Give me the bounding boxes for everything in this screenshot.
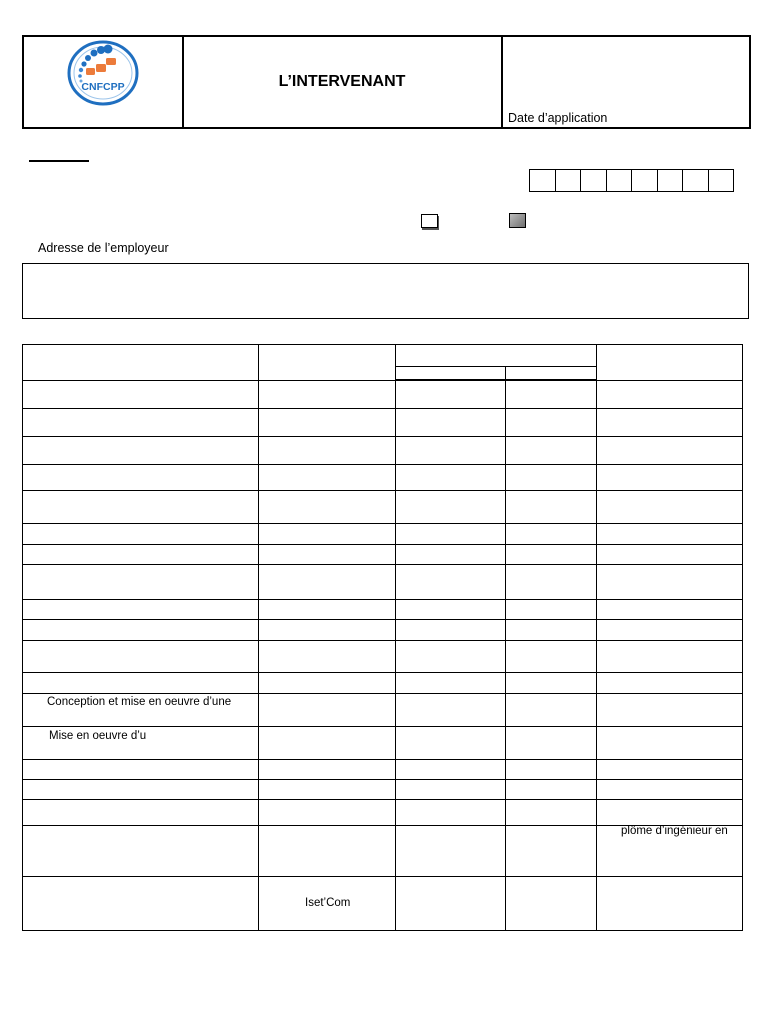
checkbox-checked[interactable]: [509, 213, 526, 228]
row-divider: [23, 380, 742, 381]
subheader-divider: [395, 366, 596, 367]
row-divider: [23, 408, 742, 409]
id-digit-box[interactable]: [581, 170, 607, 191]
id-number-boxes[interactable]: [529, 169, 734, 192]
table-cell-text: plôme d’ingénieur en: [621, 825, 728, 837]
column-divider: [395, 345, 396, 930]
checkbox-unchecked[interactable]: [421, 214, 438, 228]
row-divider: [23, 464, 742, 465]
id-digit-box[interactable]: [658, 170, 684, 191]
column-divider: [596, 345, 597, 930]
row-divider: [23, 726, 742, 727]
date-application-label: Date d’application: [508, 111, 608, 125]
column-divider: [505, 367, 506, 930]
employer-address-label: Adresse de l’employeur: [38, 241, 169, 255]
table-cell-text: Conception et mise en oeuvre d’une: [47, 696, 232, 708]
row-divider: [23, 544, 742, 545]
table-cell-text: Mise en oeuvre d’u: [49, 730, 147, 742]
row-divider: [23, 693, 742, 694]
page-title: L’INTERVENANT: [278, 73, 406, 90]
logo-text: CNFCPP: [81, 81, 125, 93]
row-divider: [23, 564, 742, 565]
id-digit-box[interactable]: [556, 170, 582, 191]
employer-address-field[interactable]: [22, 263, 749, 319]
row-divider: [23, 779, 742, 780]
id-digit-box[interactable]: [709, 170, 734, 191]
row-divider: [23, 672, 742, 673]
header-divider: [501, 37, 503, 127]
row-divider: [23, 799, 742, 800]
row-divider: [23, 490, 742, 491]
row-divider: [23, 436, 742, 437]
row-divider: [23, 619, 742, 620]
row-divider: [23, 640, 742, 641]
id-digit-box[interactable]: [607, 170, 633, 191]
row-divider: [23, 523, 742, 524]
id-digit-box[interactable]: [632, 170, 658, 191]
column-divider: [258, 345, 259, 930]
row-divider: [23, 759, 742, 760]
cnfcpp-logo: [66, 40, 140, 108]
id-digit-box[interactable]: [530, 170, 556, 191]
underline-rule: [29, 160, 89, 162]
id-digit-box[interactable]: [683, 170, 709, 191]
row-divider: [23, 599, 742, 600]
row-divider: [23, 876, 742, 877]
table-cell-text: Iset’Com: [305, 897, 351, 909]
experience-table: [22, 344, 743, 931]
